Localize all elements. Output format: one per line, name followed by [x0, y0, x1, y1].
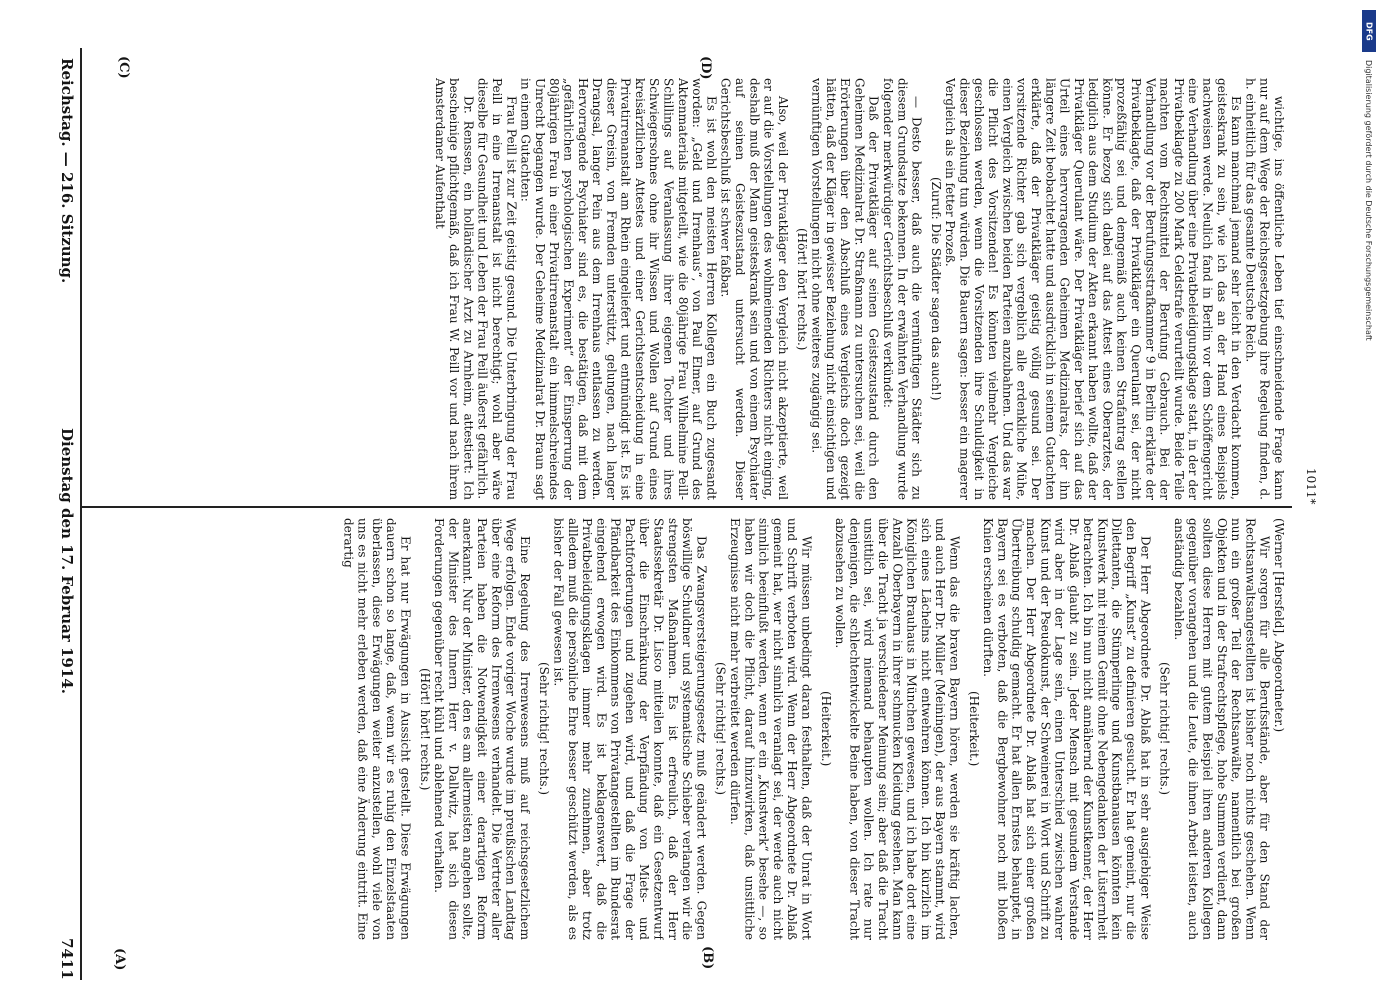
interjection: (Sehr richtig! rechts.) — [537, 662, 552, 796]
page-header — [54, 48, 80, 980]
paragraph: Es ist wohl den meisten Herren Kollegen ein Buch zugesandt worden: „Geld und Irrenhaus“, von Paul Elmer, auf Grund des Aktenmaterials mitgeteilt, wie die 80jährige Frau Wilhelmine Peill-Schillings auf Veranlassung ihrer eigenen Tochter und ihres Schwiegersohnes ohne ihr Wissen und Wollen auf Grund eines kreisärztlichen Attestes und einer Gerichtsentscheidung in eine Privatirrenanstalt am Rhein eingeliefert und entmündigt ist. Es ist dieser Greisin, von Fremden unterstützt, gelungen, nach langer Drangsal, langer Pein aus dem Irrenhaus entlassen zu werden. Hervorragende Psychiater sind es, die bestätigen, daß mit dem „gefährlichen psychologischen Experiment“ der Einsperrung der 80jährigen Frau in einer Privatirrenanstalt ein himmelschreiendes Unrecht begangen wurde. Der Geheime Medizinalrat Dr. Braun sagt in einem Gutachten: — [518, 78, 719, 500]
header-rule — [80, 48, 82, 980]
left-column — [86, 518, 1286, 940]
margin-letter-c: (C) — [116, 56, 131, 79]
paragraph: Frau Peill ist zur Zeit geistig gesund. Die Unterbringung der Frau Peill in eine Irrenanstalt ist nicht berechtigt; wohl aber wäre dieselbe für Gesundheit und Leben der Frau Peill äußerst gefährlich. — [475, 78, 519, 500]
paragraph: Wenn das die braven Bayern hören, werden sie kräftig lachen, und auch Herr Dr. Müller (Meiningen), der aus Bayern stammt, wird sich eines Lächelns nicht entwehren können. Ich bin kürzlich im Königlichen Brauhaus in München gewesen, und ich habe dort eine Anzahl Oberbayern in ihrer schmucken Kleidung gesehen. Man kann über die Tracht ja verschiedener Meinung sein; aber daß die Tracht unsittlich sei, wird niemand behaupten wollen. Ich rate nur denjenigen, die schlechtentwickelte Beine haben, von dieser Tracht abzusehen zu wollen. — [833, 518, 962, 940]
paragraph: Es kann manchmal jemand sehr leicht in den Verdacht kommen, geisteskrank zu sein, wie ich das an der Hand eines Beispiels nachweisen werde. Neulich fand in Berlin vor dem Schöffengericht eine Verhandlung über eine Privatbeleidigungsklage statt, in der der Privatbeklagte zu 200 Mark Geldstrafe verurteilt wurde. Beide Teile machten vom Rechtsmittel der Berufung Gebrauch. Bei der Verhandlung vor der Berufungsstrafkammer 9 in Berlin erklärte der Privatbeklagte, daß der Privatkläger ein Querulant sei, der nicht prozeßfähig sei und demgemäß auch keinen Strafantrag stellen könne. Er bezog sich dabei auf das Attest eines Oberarztes, der lediglich aus dem Studium der Akten erkannt haben wollte, daß der Privatkläger Querulant wäre. Der Privatkläger berief sich auf das Urteil eines hervorragenden Geheimen Medizinalrats, der ihn längere Zeit beobachtet hatte und ausdrücklich in seinem Gutachten erklärte, daß der Privatkläger geistig völlig gesund sei. Der vorsitzende Richter gab sich vergeblich alle erdenkliche Mühe, einen Vergleich zwischen beiden Parteien anzubahnen. Und das war die Pflicht des Vorsitzenden! Es könnten vielmehr Vergleiche geschlossen werden, wenn die Vorsitzenden ihre Schuldigkeit in dieser Beziehung tun würden. Die Bauern sagen: besser ein magerer Vergleich als ein fetter Prozeß. — [943, 78, 1244, 500]
paragraph: Der Herr Abgeordnete Dr. Ablaß hat in sehr ausgiebiger Weise den Begriff „Kunst“ zu definieren gesucht. Er hat gemeint, nur die Dilettanten, die Stümperlinge und Kunstbanausen könnten kein Kunstwerk mit reinem Gemüt ohne Nebengedanken der Lüsternheit betrachten. Ich bin nun nicht annähernd der Kunstkenner, der Herr Dr. Ablaß glaubt zu sein. Jeder Mensch mit gesundem Verstande wird aber in der Lage sein, einen Unterschied zwischen wahrer Kunst und der Pseudokunst, der Schweinerei in Wort und Schrift zu machen. Der Herr Abgeordnete Dr. Ablaß hat sich einer großen Übertreibung schuldig gemacht. Er hat allen Ernstes behauptet, in Bayern sei es verboten, daß die Bergbewohner noch mit bloßen Knien erscheinen dürften. — [981, 518, 1153, 940]
paragraph: wichtige, ins öffentliche Leben tief einschneidende Frage kann nur auf dem Wege der Reichsgesetzgebung ihre Regelung finden, d. h. einheitlich für das gesamte Deutsche Reich. — [1243, 78, 1286, 500]
document-page — [46, 48, 1346, 980]
paragraph: Eine Regelung des Irrenwesens muß auf reichsgesetzlichem Wege erfolgen. Ende voriger Woche wurde im preußischen Landtag über eine Reform des Irrenwesens verhandelt. Die Vertreter aller Parteien haben die Notwendigkeit einer derartigen Reform anerkannt. Nur der Minister, den es am allermeisten angehen sollte, der Minister des Innern Herr v. Dallwitz, hat sich diesen Forderungen gegenüber recht kühl und ablehnend verhalten. — [432, 518, 532, 940]
margin-letter-b: (B) — [700, 946, 715, 970]
interjection: (Heiterkeit.) — [818, 691, 833, 767]
paragraph: Das Zwangsversteigerungsgesetz muß geändert werden. Gegen böswillige Schuldner und systematische Schieber verlangen wir die strengsten Maßnahmen. Es ist erfreulich, daß der Herr Staatssekretär Dr. Lisco mitteilen konnte, daß ein Gesetzentwurf über die Einschränkung der Verpfändung von Miets- und Pachtforderungen und zugehen wird, und daß die Frage der Pfändbarkeit des Einkommens von Privatangestellten im Bundesrat eingehend erwogen wird. Es ist beklagenswert, daß die Privatbeleidigungsklagen immer mehr zunehmen, aber trotz allledem muß die persönliche Ehre besser geschützt werden, als es bisher der Fall gewesen ist. — [551, 518, 709, 940]
paragraph: Dr. Renssen, ein holländischer Arzt zu Arnheim, attestiert: Ich bescheinige pflichtgemäß, daß ich Frau W. Peill vor und nach ihrem Amsterdamer Aufenthalt — [432, 78, 476, 500]
paragraph: Also, weil der Privatkläger den Vergleich nicht akzeptierte, weil er auf die Vorstellungen des wohlmeinenden Richters nicht einging, deshalb muß der Mann geisteskrank sein und von einem Psychiater auf seinen Geisteszustand untersucht werden. Dieser Gerichtsbeschluß ist schwer faßbar. — [718, 78, 790, 500]
interjection: (Heiterkeit.) — [966, 691, 981, 767]
paragraph: Wir müssen unbedingt daran festhalten, daß der Unrat in Wort und Schrift verboten wird. Wenn der Herr Abgeordnete Dr. Ablaß gemeint hat, wer nicht sinnlich veranlagt sei, der werde auch nicht sinnlich beeinflußt werden, wenn er ein „Kunstwerk“ besehe —, so haben wir doch die Pflicht, darauf hinzuwirken, daß unsittliche Erzeugnisse nicht mehr verbreitet werden dürfen. — [728, 518, 814, 940]
footer-code: 1011* — [1304, 468, 1318, 505]
right-column — [86, 78, 1286, 500]
interjection: (Zuruf: Die Städter sagen das auch!) — [928, 177, 943, 401]
paragraph: — Desto besser, daß auch die vernünftigen Städter sich zu diesem Grundsatze bekennen. In der erwähnten Verhandlung wurde folgender merkwürdiger Gerichtsbeschluß verkündet: — [880, 78, 924, 500]
digitization-text: Digitalisierung gefördert durch die Deutsche Forschungsgemeinschaft — [1364, 60, 1373, 341]
column-rule — [82, 506, 1292, 508]
header-date: Dienstag den 17. Februar 1914. — [58, 428, 76, 694]
dfg-logo: DFG — [1362, 10, 1376, 52]
margin-letter-d: (D) — [698, 56, 713, 80]
interjection: (Sehr richtig! rechts.) — [1157, 662, 1172, 796]
header-left: Reichstag. — 216. Sitzung. — [58, 58, 76, 284]
page-number: 7411 — [58, 938, 76, 980]
interjection: (Hört! hört! rechts.) — [795, 227, 810, 351]
margin-letter-a: (A) — [112, 948, 127, 971]
speaker-line: (Werner [Hersfeld], Abgeordneter.) — [1272, 518, 1286, 733]
paragraph: Wir sorgen für alle Berufsstände, aber für den Stand der Rechtsanwaltsangestellten ist bisher noch nichts geschehen. Wenn nun ein großer Teil der Rechtsanwälte, namentlich bei großen Objekten und in der Strafrechtspflege, hohe Summen verdient, dann sollten diese Herren mit gutem Beispiel ihren anderen Kollegen gegenüber vorangehen und die Leute, die ihnen Arbeit leisten, auch anständig bezahlen. — [1171, 518, 1272, 940]
digitization-note — [1360, 10, 1376, 990]
interjection: (Sehr richtig! rechts.) — [713, 662, 728, 796]
paragraph: Er hat nur Erwägungen in Aussicht gestellt. Diese Erwägungen dauern schon so lange, daß, wenn wir es ruhig den Einzelstaaten überlassen, diese Erwägungen weiter anzustellen, wohl viele von uns es nicht mehr erleben werden, daß eine Änderung eintritt. Eine derartig — [341, 518, 413, 940]
interjection: (Hört! hört! rechts.) — [417, 667, 432, 791]
paragraph: Daß der Privatkläger auf seinen Geisteszustand durch den Geheimen Medizinalrat Dr. Straßmann zu untersuchen sei, weil die Erörterungen über den Abschluß eines Vergleichs doch gezeigt hätten, daß der Kläger in gewisser Beziehung nicht einsichtigen und vernünftigen Vorstellungen nicht ohne weiteres zugängig sei. — [809, 78, 881, 500]
